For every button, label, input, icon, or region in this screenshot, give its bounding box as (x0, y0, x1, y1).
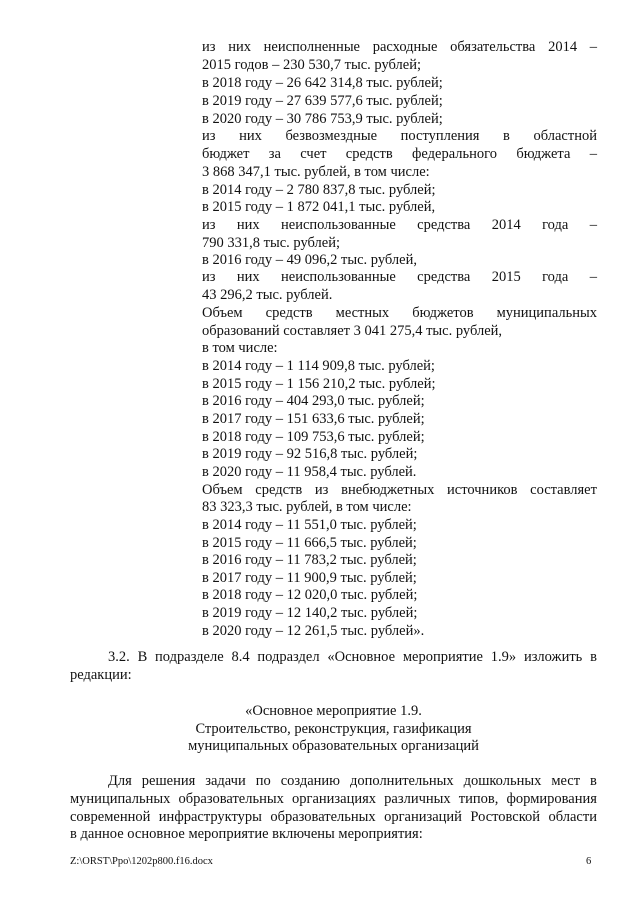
word: обязательства (450, 39, 536, 55)
word: Объем (202, 482, 243, 498)
word: 2015 (491, 269, 521, 285)
word: составляет (530, 482, 597, 498)
word: дополнительных (350, 773, 454, 789)
word: 1.9» (490, 649, 517, 665)
funding-line-21: в 2016 году – 404 293,0 тыс. рублей; (202, 393, 425, 409)
section-paragraph-line-2: редакции: (70, 667, 132, 683)
word: различных (384, 791, 451, 807)
word: неиспользованные (281, 217, 396, 233)
word: области (548, 809, 597, 825)
word: 2014 (491, 217, 521, 233)
word: них (228, 39, 251, 55)
word: безвозмездные (285, 128, 378, 144)
word: в (590, 773, 597, 789)
funding-line-34: в 2020 году – 12 261,5 тыс. рублей». (202, 623, 425, 639)
word: мест (551, 773, 581, 789)
word: решения (141, 773, 196, 789)
word: средства (417, 269, 471, 285)
word: дошкольных (463, 773, 542, 789)
funding-line-15: 43 296,2 тыс. рублей. (202, 287, 333, 303)
word: счет (300, 146, 327, 162)
section-paragraph-line-1 (108, 648, 597, 666)
word: организаций (384, 809, 462, 825)
word: «Основное (327, 649, 396, 665)
word: местных (335, 305, 390, 321)
word: средства (417, 217, 471, 233)
word: созданию (280, 773, 341, 789)
word: расходные (372, 39, 438, 55)
word: средств (265, 305, 313, 321)
word: – (589, 39, 597, 55)
word: из (202, 269, 216, 285)
word: Для (108, 773, 132, 789)
word: средств (345, 146, 393, 162)
body-line-3 (70, 808, 597, 826)
word: Ростовской (470, 809, 541, 825)
word: современной (70, 809, 151, 825)
funding-line-33: в 2019 году – 12 140,2 тыс. рублей; (202, 605, 418, 621)
word: Объем (202, 305, 243, 321)
word: типов, (458, 791, 499, 807)
word: в (590, 649, 597, 665)
word: В (137, 649, 148, 665)
word: неиспользованные (281, 269, 396, 285)
funding-line-12: 790 331,8 тыс. рублей; (202, 235, 340, 251)
word: – (589, 217, 597, 233)
funding-line-24: в 2019 году – 92 516,8 тыс. рублей; (202, 446, 418, 462)
funding-line-1 (202, 38, 597, 56)
word: источников (447, 482, 518, 498)
funding-line-7 (202, 145, 597, 163)
word: из (202, 128, 216, 144)
funding-line-4: в 2019 году – 27 639 577,6 тыс. рублей; (202, 93, 443, 109)
word: инфраструктуры (158, 809, 262, 825)
word: изложить (523, 649, 583, 665)
word: них (239, 128, 262, 144)
funding-line-13: в 2016 году – 49 096,2 тыс. рублей, (202, 252, 417, 268)
funding-line-17: образований составляет 3 041 275,4 тыс. рублей, (202, 323, 503, 339)
funding-line-14 (202, 268, 597, 286)
word: в (503, 128, 510, 144)
word: бюджет (202, 146, 250, 162)
funding-line-25: в 2020 году – 11 958,4 тыс. рублей. (202, 464, 417, 480)
funding-line-31: в 2017 году – 11 900,9 тыс. рублей; (202, 570, 417, 586)
word: – (589, 146, 597, 162)
word: средств (255, 482, 303, 498)
heading-line-2: Строительство, реконструкция, газификация (195, 721, 472, 737)
funding-line-26 (202, 481, 597, 499)
word: года (542, 217, 569, 233)
word: федерального (412, 146, 497, 162)
funding-line-2: 2015 годов – 230 530,7 тыс. рублей; (202, 57, 422, 73)
word: подразделе (155, 649, 224, 665)
word: областной (533, 128, 597, 144)
word: года (542, 269, 569, 285)
word: них (236, 217, 260, 233)
funding-line-5: в 2020 году – 30 786 753,9 тыс. рублей; (202, 111, 443, 127)
footer-file-path: Z:\ORST\Ppo\1202p800.f16.docx (70, 856, 213, 867)
body-line-1 (108, 772, 597, 790)
funding-line-23: в 2018 году – 109 753,6 тыс. рублей; (202, 429, 425, 445)
funding-line-16 (202, 304, 597, 322)
funding-line-6 (202, 127, 597, 145)
funding-line-18: в том числе: (202, 340, 278, 356)
word: из (202, 39, 216, 55)
funding-line-30: в 2016 году – 11 783,2 тыс. рублей; (202, 552, 417, 568)
word: образовательных (270, 809, 376, 825)
word: бюджета (516, 146, 571, 162)
funding-line-32: в 2018 году – 12 020,0 тыс. рублей; (202, 587, 418, 603)
heading-line-3: муниципальных образовательных организаций (188, 738, 479, 754)
word: формирования (506, 791, 597, 807)
body-line-2 (70, 790, 597, 808)
funding-line-8: 3 868 347,1 тыс. рублей, в том числе: (202, 164, 430, 180)
word: образовательных (178, 791, 284, 807)
word: из (314, 482, 329, 498)
word: внебюджетных (341, 482, 435, 498)
page-number: 6 (586, 856, 592, 867)
funding-line-9: в 2014 году – 2 780 837,8 тыс. рублей; (202, 182, 436, 198)
body-line-4: в данное основное мероприятие включены мероприятия: (70, 826, 423, 842)
funding-line-28: в 2014 году – 11 551,0 тыс. рублей; (202, 517, 417, 533)
funding-line-11 (202, 216, 597, 234)
word: 2014 (548, 39, 578, 55)
word: задачи (205, 773, 246, 789)
word: организациях (292, 791, 377, 807)
word: поступления (400, 128, 480, 144)
funding-line-19: в 2014 году – 1 114 909,8 тыс. рублей; (202, 358, 435, 374)
funding-line-20: в 2015 году – 1 156 210,2 тыс. рублей; (202, 376, 436, 392)
funding-line-27: 83 323,3 тыс. рублей, в том числе: (202, 499, 412, 515)
word: подраздел (257, 649, 320, 665)
word: 3.2. (108, 649, 130, 665)
funding-line-29: в 2015 году – 11 666,5 тыс. рублей; (202, 535, 417, 551)
word: муниципальных (70, 791, 171, 807)
word: – (589, 269, 597, 285)
word: неисполненные (263, 39, 360, 55)
word: за (268, 146, 281, 162)
word: по (255, 773, 271, 789)
funding-line-10: в 2015 году – 1 872 041,1 тыс. рублей, (202, 199, 436, 215)
funding-line-22: в 2017 году – 151 633,6 тыс. рублей; (202, 411, 425, 427)
word: 8.4 (231, 649, 250, 665)
word: из (202, 217, 216, 233)
word: мероприятие (402, 649, 483, 665)
heading-line-1: «Основное мероприятие 1.9. (245, 703, 422, 719)
word: муниципальных (496, 305, 597, 321)
funding-line-3: в 2018 году – 26 642 314,8 тыс. рублей; (202, 75, 443, 91)
word: бюджетов (412, 305, 474, 321)
word: них (236, 269, 260, 285)
